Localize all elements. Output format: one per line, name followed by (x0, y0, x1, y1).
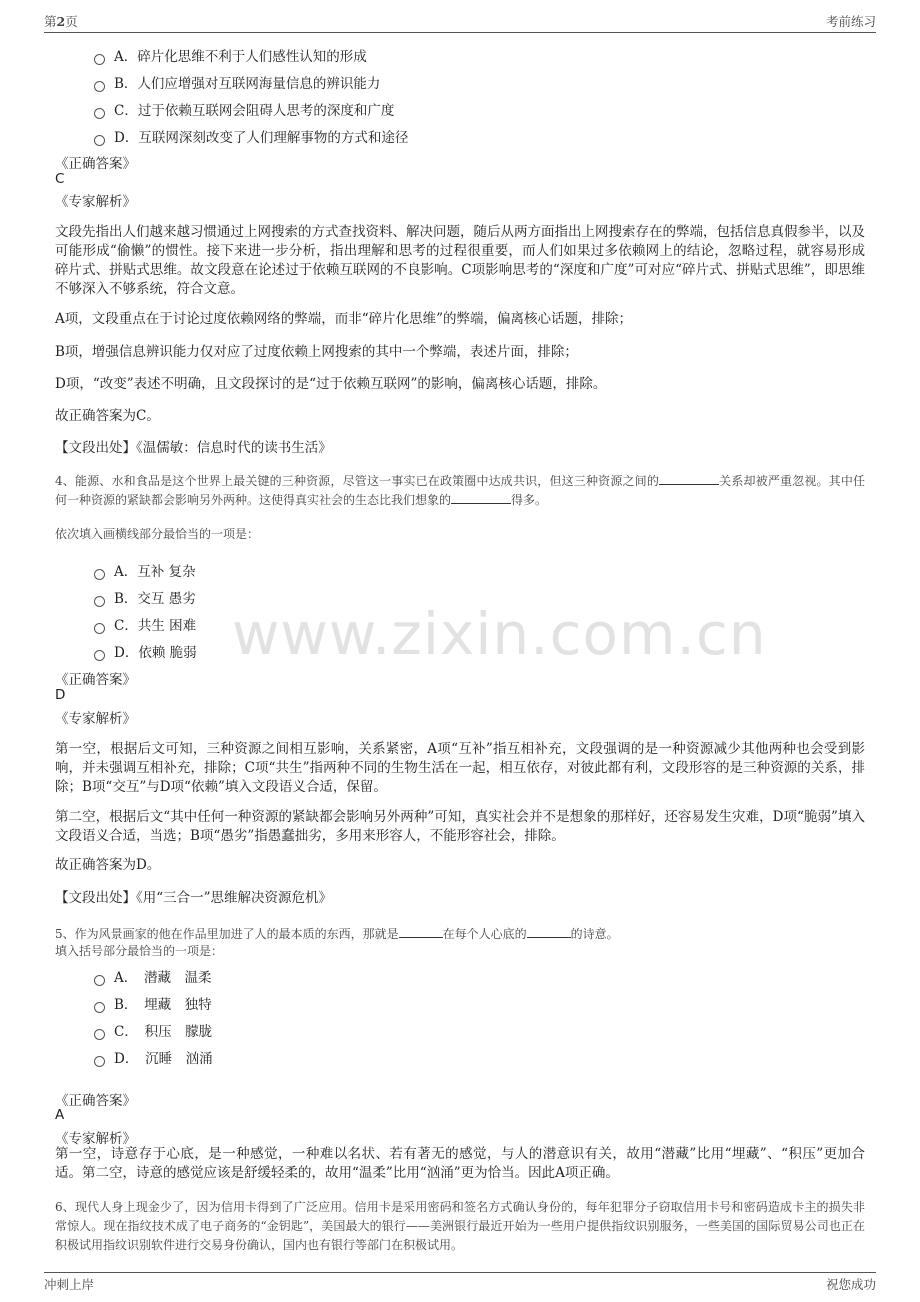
page-header (44, 12, 876, 33)
radio-icon (94, 54, 105, 65)
header-right-text: 考前练习 (825, 14, 876, 29)
q6-stem: 6、现代人身上现金少了，因为信用卡得到了广泛应用。信用卡是采用密码和签名方式确认身份的，每年犯罪分子窃取信用卡号和密码造成卡主的损失非常惊人。现在指纹技术成了电子商务的“金钥匙”，美国最大的银行——美洲银行最近开始为一些用户提供指纹识别服务，一些美国的国际贸易公司也正在积极试用指纹识别软件进行交易身份确认，国内也有银行等部门在积极试用。 (55, 1200, 865, 1252)
q5-option-d[interactable]: D． 沉睡 汹涌 (94, 1047, 213, 1067)
q3-analysis-para3: B项，增强信息辨识能力仅对应了过度依赖上网搜索的其中一个弊端，表述片面，排除； (55, 344, 578, 360)
q5-analysis-label: 《专家解析》 (55, 1131, 136, 1147)
q3-option-c[interactable]: C．过于依赖互联网会阻碍人思考的深度和广度 (94, 99, 394, 119)
q3-answer: C (55, 171, 65, 187)
q4-analysis-conclusion: 故正确答案为D。 (55, 857, 161, 873)
q4-option-d[interactable]: D．依赖 脆弱 (94, 641, 197, 661)
q4-instruction: 依次填入画横线部分最恰当的一项是： (55, 527, 260, 541)
footer-left-text: 冲刺上岸 (44, 1277, 95, 1292)
q5-option-c[interactable]: C． 积压 朦胧 (94, 1020, 212, 1040)
q5-stem: 5、作为风景画家的他在作品里加进了人的最本质的东西，那就是 在每个人心底的 的诗意。 (55, 927, 619, 941)
q3-analysis-conclusion: 故正确答案为C。 (55, 408, 160, 424)
radio-icon (94, 81, 105, 92)
radio-icon (94, 596, 105, 607)
radio-icon (94, 135, 105, 146)
q3-option-a[interactable]: A．碎片化思维不利于人们感性认知的形成 (94, 45, 367, 65)
q4-analysis-para2: 第二空，根据后文“其中任何一种资源的紧缺都会影响另外两种”可知，真实社会并不是想象的那样好，还容易发生灾难，D项“脆弱”填入文段语义合适，当选；B项“愚劣”指愚蠢拙劣，多用来形容人，不能形容社会，排除。 (55, 809, 865, 844)
radio-icon (94, 1029, 105, 1040)
q4-option-c[interactable]: C．共生 困难 (94, 614, 196, 634)
q3-source: 【文段出处】《温儒敏：信息时代的读书生活》 (55, 440, 332, 456)
radio-icon (94, 1056, 105, 1067)
q5-instruction: 填入括号部分最恰当的一项是： (55, 944, 224, 958)
q4-option-a[interactable]: A．互补 复杂 (94, 560, 196, 580)
q4-answer-label: 《正确答案》 (55, 672, 136, 688)
radio-icon (94, 975, 105, 986)
radio-icon (94, 623, 105, 634)
q3-analysis-para1: 文段先指出人们越来越习惯通过上网搜索的方式查找资料、解决问题，随后从两方面指出上网搜索存在的弊端，包括信息真假参半，以及可能形成“偷懒”的惯性。接下来进一步分析，指出理解和思考的过程很重要，而人们如果过多依赖网上的结论，忽略过程，就容易形成碎片式、拼贴式思维。故文段意在论述过于依赖互联网的不良影响。C项影响思考的“深度和广度”可对应“碎片式、拼贴式思维”，即思维不够深入不够系统，符合文意。 (55, 224, 865, 297)
page-footer (44, 1272, 876, 1295)
radio-icon (94, 108, 105, 119)
q4-source: 【文段出处】《用“三合一”思维解决资源危机》 (55, 890, 333, 906)
q5-option-a[interactable]: A． 潜藏 温柔 (94, 966, 212, 986)
q4-answer: D (55, 687, 66, 703)
q4-option-b[interactable]: B．交互 愚劣 (94, 587, 196, 607)
watermark-text: www.zixin.com.cn (232, 600, 767, 668)
q3-answer-label: 《正确答案》 (55, 156, 136, 172)
q4-analysis-para1: 第一空，根据后文可知，三种资源之间相互影响，关系紧密，A项“互补”指互相补充，文段强调的是一种资源减少其他两种也会受到影响，并未强调互相补充，排除；C项“共生”指两种不同的生物生活在一起，相互依存，对彼此都有利，文段形容的是三种资源的关系，排除；B项“交互”与D项“依赖”填入文段语义合适，保留。 (55, 741, 865, 795)
q3-option-b[interactable]: B．人们应增强对互联网海量信息的辨识能力 (94, 72, 380, 92)
q5-answer-label: 《正确答案》 (55, 1093, 136, 1109)
radio-icon (94, 650, 105, 661)
q5-analysis-para1: 第一空，诗意存于心底，是一种感觉，一种难以名状、若有著无的感觉，与人的潜意识有关，故用“潜藏”比用“埋藏”、“积压”更加合适。第二空，诗意的感觉应该是舒缓轻柔的，故用“温柔”比用“汹涌”更为恰当。因此A项正确。 (55, 1146, 865, 1181)
page-number: 第2页 (44, 14, 78, 29)
q3-option-d[interactable]: D．互联网深刻改变了人们理解事物的方式和途径 (94, 126, 408, 146)
q4-analysis-label: 《专家解析》 (55, 711, 136, 727)
footer-right-text: 祝您成功 (825, 1277, 876, 1292)
q5-answer: A (55, 1107, 65, 1123)
radio-icon (94, 569, 105, 580)
q4-stem: 4、能源、水和食品是这个世界上最关键的三种资源，尽管这一事实已在政策圈中达成共识，但这三种资源之间的 关系却被严重忽视。其中任何一种资源的紧缺都会影响另外两种。这使得真实社会的生态比我们想象的 得多。 (55, 474, 865, 507)
radio-icon (94, 1002, 105, 1013)
q5-option-b[interactable]: B． 埋藏 独特 (94, 993, 212, 1013)
q3-analysis-para4: D项，“改变”表述不明确，且文段探讨的是“过于依赖互联网”的影响，偏离核心话题，排除。 (55, 376, 607, 392)
q3-analysis-label: 《专家解析》 (55, 194, 136, 210)
q3-analysis-para2: A项，文段重点在于讨论过度依赖网络的弊端，而非“碎片化思维”的弊端，偏离核心话题，排除； (55, 311, 633, 327)
